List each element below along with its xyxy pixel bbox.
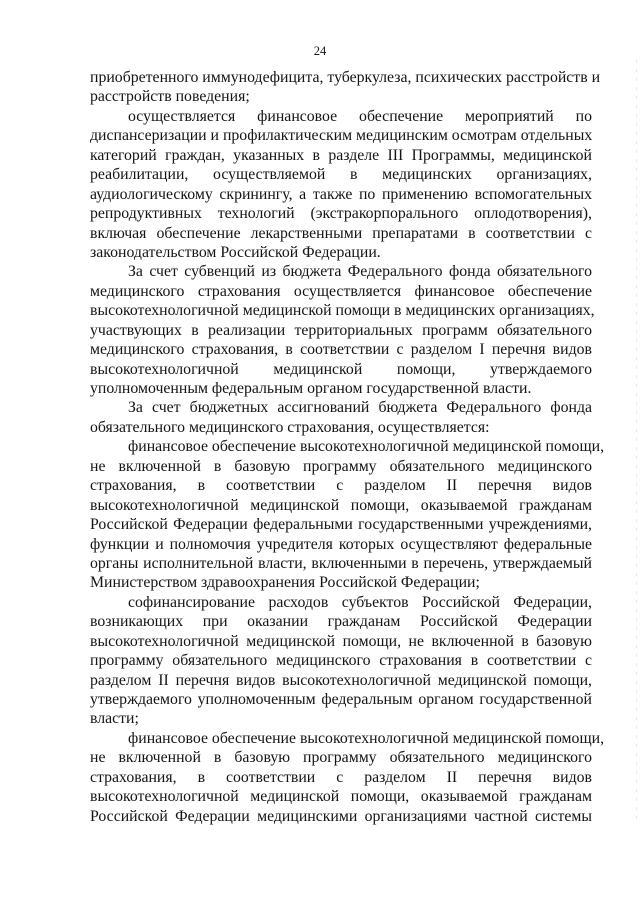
- text-line: осуществляется финансовое обеспечение мероприятий по: [128, 107, 592, 125]
- text-line: разделом II перечня видов высокотехнологичной медицинской помощи,: [90, 671, 592, 689]
- text-line: включая обеспечение лекарственными препаратами в соответствии с: [90, 224, 592, 242]
- text-line: репродуктивных технологий (экстракорпорального оплодотворения),: [90, 205, 592, 223]
- text-line: власти;: [90, 710, 139, 728]
- text-line: страхования, в соответствии с разделом II перечня видов: [90, 477, 592, 495]
- text-line: функции и полномочия учредителя которых осуществляют федеральные: [90, 535, 592, 553]
- text-line: органы исполнительной власти, включенными в перечень, утверждаемый: [90, 554, 592, 572]
- text-line: не включенной в базовую программу обязательного медицинского: [90, 457, 592, 475]
- text-line: высокотехнологичной медицинской помощи, оказываемой гражданам: [90, 788, 592, 806]
- text-line: медицинского страхования осуществляется финансовое обеспечение: [90, 282, 592, 300]
- text-line: Министерством здравоохранения Российской Федерации;: [90, 574, 480, 592]
- text-line: финансовое обеспечение высокотехнологичной медицинской помощи,: [128, 729, 605, 747]
- text-line: страхования, в соответствии с разделом II перечня видов: [90, 768, 592, 786]
- text-line: программу обязательного медицинского страхования в соответствии с: [90, 652, 592, 670]
- text-line: участвующих в реализации территориальных программ обязательного: [90, 321, 592, 339]
- text-line: обязательного медицинского страхования, осуществляется:: [90, 418, 490, 436]
- text-line: реабилитации, осуществляемой в медицинских организациях,: [90, 166, 592, 184]
- text-line: категорий граждан, указанных в разделе III Программы, медицинской: [90, 146, 592, 164]
- text-line: софинансирование расходов субъектов Российской Федерации,: [128, 593, 592, 611]
- text-line: не включенной в базовую программу обязательного медицинского: [90, 749, 592, 767]
- text-line: медицинского страхования, в соответствии с разделом I перечня видов: [90, 341, 592, 359]
- document-body: [90, 68, 605, 826]
- text-line: расстройств поведения;: [90, 88, 250, 106]
- text-line: За счет бюджетных ассигнований бюджета Федерального фонда: [128, 399, 592, 417]
- text-line: высокотехнологичной медицинской помощи, не включенной в базовую: [90, 632, 592, 650]
- text-line: утверждаемого уполномоченным федеральным органом государственной: [90, 691, 592, 708]
- text-line: приобретенного иммунодефицита, туберкулеза, психических расстройств и: [90, 69, 601, 86]
- text-line: высокотехнологичной медицинской помощи, оказываемой гражданам: [90, 496, 592, 514]
- text-line: законодательством Российской Федерации.: [90, 243, 381, 261]
- text-line: За счет субвенций из бюджета Федерального фонда обязательного: [128, 263, 592, 281]
- text-line: Российской Федерации федеральными государственными учреждениями,: [90, 516, 592, 534]
- text-line: финансовое обеспечение высокотехнологичной медицинской помощи,: [128, 438, 605, 456]
- text-line: аудиологическому скринингу, а также по применению вспомогательных: [90, 185, 592, 203]
- text-line: возникающих при оказании гражданам Российской Федерации: [90, 613, 592, 631]
- scan-edge-artifact: [636, 60, 637, 820]
- text-line: уполномоченным федеральным органом государственной власти.: [90, 380, 532, 397]
- text-line: Российской Федерации медицинскими организациями частной системы: [90, 807, 592, 825]
- page-number: 24: [313, 44, 327, 58]
- text-line: диспансеризации и профилактическим медицинским осмотрам отдельных: [90, 127, 593, 145]
- text-line: высокотехнологичной медицинской помощи в медицинских организациях,: [90, 302, 595, 320]
- text-line: высокотехнологичной медицинской помощи, утверждаемого: [90, 360, 592, 378]
